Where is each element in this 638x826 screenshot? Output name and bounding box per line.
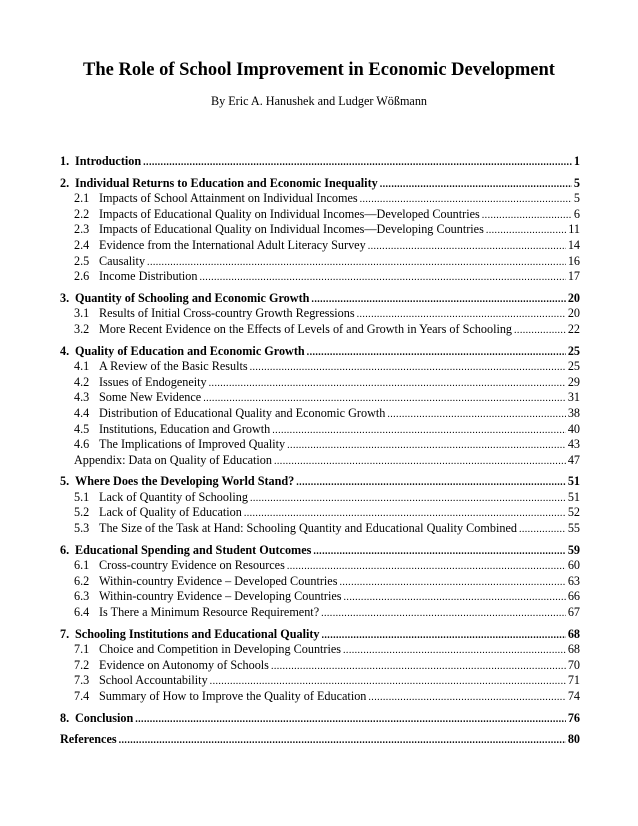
toc-dot-leader — [135, 712, 566, 728]
toc-entry-label: Choice and Competition in Developing Countries — [99, 642, 342, 657]
toc-entry-label: The Implications of Improved Quality — [99, 437, 286, 452]
toc-dot-leader — [343, 643, 566, 659]
toc-entry-number: 2. — [60, 175, 70, 190]
toc-page-number: 63 — [567, 573, 580, 588]
toc-entry-label: Issues of Endogeneity — [99, 374, 207, 389]
toc-subsection-entry[interactable] — [60, 322, 580, 338]
toc-page-number: 20 — [567, 306, 580, 321]
toc-entry-label: Causality — [99, 253, 146, 268]
toc-page-number: 52 — [567, 505, 580, 520]
toc-subsection-entry[interactable] — [60, 673, 580, 689]
toc-dot-leader — [250, 360, 566, 376]
toc-dot-leader — [311, 292, 565, 308]
toc-subsection-entry[interactable] — [60, 306, 580, 322]
toc-entry-label: Schooling Institutions and Educational Quality — [75, 626, 320, 641]
toc-entry-label: Is There a Minimum Resource Requirement? — [99, 605, 320, 620]
toc-entry-label: Cross-country Evidence on Resources — [99, 558, 285, 573]
toc-dot-leader — [486, 223, 566, 239]
document-title: The Role of School Improvement in Economic Development — [83, 60, 555, 80]
toc-entry-label: More Recent Evidence on the Effects of Levels of and Growth in Years of Schooling — [99, 321, 513, 336]
toc-entry-number: 3.2 — [74, 321, 90, 336]
author-byline: By Eric A. Hanushek and Ludger Wößmann — [210, 94, 428, 108]
toc-dot-leader — [387, 407, 565, 423]
toc-page-number: 31 — [567, 390, 580, 405]
toc-page-number: 25 — [567, 359, 580, 374]
toc-entry-label: Within-country Evidence – Developing Countries — [99, 589, 342, 604]
toc-dot-leader — [119, 733, 566, 749]
toc-dot-leader — [357, 307, 566, 323]
toc-dot-leader — [271, 659, 566, 675]
toc-entry-number: 2.3 — [74, 222, 90, 237]
toc-entry-label: Institutions, Education and Growth — [99, 421, 271, 436]
toc-entry-label: Impacts of School Attainment on Individual Incomes — [99, 191, 358, 206]
toc-dot-leader — [321, 606, 566, 622]
toc-subsection-entry[interactable] — [60, 689, 580, 705]
toc-entry-number: 4.5 — [74, 421, 90, 436]
toc-entry-label: Individual Returns to Education and Economic Inequality — [75, 175, 378, 190]
toc-entry-label: The Size of the Task at Hand: Schooling Quantity and Educational Quality Combined — [99, 521, 517, 536]
toc-dot-leader — [274, 454, 566, 470]
toc-entry-number: 6. — [60, 542, 70, 557]
toc-subsection-entry[interactable] — [60, 359, 580, 375]
toc-page-number: 5 — [573, 191, 580, 206]
toc-entry-label: Introduction — [75, 154, 142, 168]
toc-page-number: 14 — [567, 237, 580, 252]
toc-entry-label: A Review of the Basic Results — [99, 359, 248, 374]
toc-page-number: 55 — [567, 521, 580, 536]
toc-page-number: 66 — [567, 589, 580, 604]
toc-dot-leader — [147, 255, 566, 271]
toc-dot-leader — [203, 391, 566, 407]
toc-dot-leader — [514, 323, 566, 339]
toc-page-number: 38 — [567, 405, 580, 420]
toc-page-number: 40 — [567, 421, 580, 436]
toc-entry-number: 2.5 — [74, 253, 90, 268]
toc-entry-number: 3.1 — [74, 306, 90, 321]
toc-entry-number: 6.1 — [74, 558, 90, 573]
toc-entry-label: Summary of How to Improve the Quality of Education — [99, 689, 367, 703]
toc-entry-label: Conclusion — [75, 710, 134, 725]
toc-entry-number: 7.3 — [74, 673, 90, 688]
toc-entry-label: Income Distribution — [99, 269, 198, 284]
toc-entry-label: Impacts of Educational Quality on Individual Incomes—Developed Countries — [99, 206, 480, 221]
toc-entry-number: 5.3 — [74, 521, 90, 536]
toc-section-entry[interactable] — [60, 627, 580, 643]
toc-page-number: 71 — [567, 673, 580, 688]
toc-dot-leader — [307, 345, 566, 361]
toc-entry-label: Results of Initial Cross-country Growth Regressions — [99, 306, 355, 321]
toc-dot-leader — [344, 590, 566, 606]
toc-page-number: 29 — [567, 374, 580, 389]
toc-subsection-entry[interactable] — [60, 238, 580, 254]
toc-dot-leader — [296, 475, 566, 491]
toc-page-number: 17 — [567, 269, 580, 284]
toc-entry-label: Quality of Education and Economic Growth — [75, 343, 305, 358]
toc-subsection-entry[interactable] — [60, 207, 580, 223]
toc-section-entry[interactable] — [60, 732, 580, 748]
toc-dot-leader — [200, 270, 566, 286]
toc-entry-number: 7.1 — [74, 642, 90, 657]
toc-entry-number: 4.4 — [74, 405, 90, 420]
toc-entry-number: 4. — [60, 343, 70, 358]
toc-subsection-entry[interactable] — [60, 390, 580, 406]
toc-dot-leader — [272, 423, 566, 439]
toc-page-number: 68 — [567, 642, 580, 657]
toc-subsection-entry[interactable] — [60, 453, 580, 469]
toc-page-number: 11 — [568, 222, 580, 237]
toc-subsection-entry[interactable] — [60, 375, 580, 391]
toc-dot-leader — [322, 628, 566, 644]
toc-subsection-entry[interactable] — [60, 254, 580, 270]
toc-dot-leader — [519, 522, 566, 538]
toc-subsection-entry[interactable] — [60, 589, 580, 605]
toc-entry-label: Within-country Evidence – Developed Countries — [99, 573, 338, 588]
toc-entry-number: 4.3 — [74, 390, 90, 405]
toc-entry-number: 5.2 — [74, 505, 90, 520]
toc-page-number: 59 — [567, 542, 580, 557]
toc-dot-leader — [360, 192, 572, 208]
toc-subsection-entry[interactable] — [60, 574, 580, 590]
toc-dot-leader — [143, 155, 572, 171]
toc-page-number: 68 — [567, 626, 580, 641]
toc-entry-number: 1. — [60, 154, 70, 168]
toc-entry-label: Educational Spending and Student Outcomes — [75, 542, 312, 557]
toc-entry-number: 4.2 — [74, 374, 90, 389]
toc-subsection-entry[interactable] — [60, 222, 580, 238]
toc-entry-label: Evidence from the International Adult Literacy Survey — [99, 237, 366, 252]
toc-subsection-entry[interactable] — [60, 521, 580, 537]
toc-dot-leader — [368, 239, 566, 255]
toc-entry-label: Evidence on Autonomy of Schools — [99, 657, 269, 672]
toc-section-entry[interactable] — [60, 176, 580, 192]
toc-section-entry[interactable] — [60, 291, 580, 307]
toc-entry-number: 6.4 — [74, 605, 90, 620]
toc-entry-label: Lack of Quantity of Schooling — [99, 489, 248, 504]
toc-page-number: 6 — [573, 206, 580, 221]
toc-page-number: 70 — [567, 657, 580, 672]
toc-entry-number: 7. — [60, 626, 70, 641]
toc-entry-number: 5. — [60, 474, 70, 489]
toc-entry-label: Distribution of Educational Quality and Economic Growth — [99, 405, 386, 420]
toc-page-number: 20 — [567, 290, 580, 305]
toc-entry-label: Some New Evidence — [99, 390, 202, 405]
toc-section-entry[interactable] — [60, 154, 580, 170]
toc-entry-label: Quantity of Schooling and Economic Growth — [75, 290, 310, 305]
toc-entry-number: 5.1 — [74, 489, 90, 504]
toc-dot-leader — [313, 544, 565, 560]
toc-subsection-entry[interactable] — [60, 505, 580, 521]
toc-entry-number: 8. — [60, 710, 70, 725]
toc-dot-leader — [287, 559, 566, 575]
toc-page-number: 1 — [573, 154, 580, 168]
toc-entry-number: 2.2 — [74, 206, 90, 221]
toc-entry-number: 7.2 — [74, 657, 90, 672]
toc-entry-number: 7.4 — [74, 689, 90, 703]
toc-page-number: 47 — [567, 452, 580, 467]
toc-entry-label: Where Does the Developing World Stand? — [75, 474, 295, 489]
toc-dot-leader — [368, 690, 565, 706]
toc-subsection-entry[interactable] — [60, 605, 580, 621]
toc-subsection-entry[interactable] — [60, 642, 580, 658]
toc-subsection-entry[interactable] — [60, 191, 580, 207]
toc-dot-leader — [250, 491, 566, 507]
toc-entry-label: Lack of Quality of Education — [99, 505, 242, 520]
toc-subsection-entry[interactable] — [60, 269, 580, 285]
toc-entry-number: 4.6 — [74, 437, 90, 452]
toc-dot-leader — [287, 438, 566, 454]
toc-dot-leader — [209, 376, 566, 392]
toc-page-number: 25 — [567, 343, 580, 358]
toc-page-number: 43 — [567, 437, 580, 452]
toc-entry-number: 2.1 — [74, 191, 90, 206]
toc-dot-leader — [380, 177, 572, 193]
toc-section-entry[interactable] — [60, 543, 580, 559]
toc-entry-label: References — [60, 732, 117, 747]
toc-entry-number: 2.4 — [74, 237, 90, 252]
toc-dot-leader — [210, 674, 566, 690]
toc-subsection-entry[interactable] — [60, 437, 580, 453]
toc-entry-label: Impacts of Educational Quality on Individual Incomes—Developing Countries — [99, 222, 484, 237]
toc-subsection-entry[interactable] — [60, 658, 580, 674]
toc-page-number: 76 — [567, 710, 580, 725]
toc-subsection-entry[interactable] — [60, 406, 580, 422]
toc-page-number: 22 — [567, 321, 580, 336]
toc-page-number: 74 — [567, 689, 580, 703]
toc-dot-leader — [339, 575, 565, 591]
toc-entry-number: 6.3 — [74, 589, 90, 604]
toc-subsection-entry[interactable] — [60, 490, 580, 506]
toc-page-number: 60 — [567, 558, 580, 573]
toc-page-number: 51 — [567, 489, 580, 504]
toc-section-entry[interactable] — [60, 474, 580, 490]
toc-entry-label: School Accountability — [99, 673, 208, 688]
table-of-contents — [60, 154, 580, 748]
toc-dot-leader — [244, 506, 566, 522]
toc-subsection-entry[interactable] — [60, 558, 580, 574]
toc-page-number: 67 — [567, 605, 580, 620]
toc-section-entry[interactable] — [60, 344, 580, 360]
toc-entry-number: 6.2 — [74, 573, 90, 588]
toc-entry-number: 2.6 — [74, 269, 90, 284]
toc-page-number: 16 — [567, 253, 580, 268]
toc-dot-leader — [482, 208, 572, 224]
toc-entry-number: 4.1 — [74, 359, 90, 374]
toc-subsection-entry[interactable] — [60, 422, 580, 438]
toc-page-number: 80 — [567, 732, 580, 747]
toc-page-number: 5 — [573, 175, 580, 190]
toc-page-number: 51 — [567, 474, 580, 489]
toc-section-entry[interactable] — [60, 711, 580, 727]
toc-entry-label: Appendix: Data on Quality of Education — [74, 452, 272, 467]
toc-entry-number: 3. — [60, 290, 70, 305]
